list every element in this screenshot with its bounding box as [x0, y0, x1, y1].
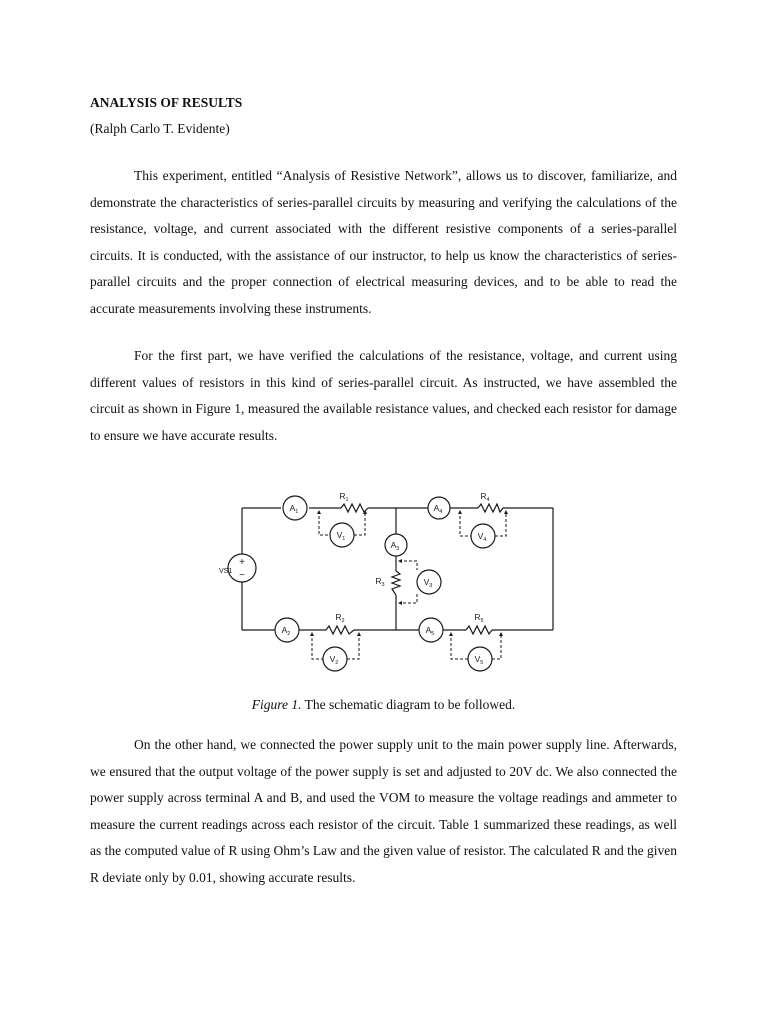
document-author: (Ralph Carlo T. Evidente) [90, 121, 230, 136]
ammeter-a1-label: $A_1$ [289, 503, 299, 515]
source-label: VS1 [219, 568, 233, 575]
resistor-r4 [478, 504, 503, 512]
document-body [90, 92, 677, 449]
ammeter-a3-label: $A_3$ [390, 540, 400, 552]
voltmeter-v3-label: $V_3$ [423, 577, 433, 589]
paragraph-introduction: This experiment, entitled “Analysis of Resistive Network”, allows us to discover, familiarize, and demonstrate the characteristics of series-parallel circuits by measuring and verifying the calculations of the resistance, voltage, and current associated with the different resistive components of a series-parallel circuits. It is conducted, with the assistance of our instructor, to help us know the characteristics of series-parallel circuits and the proper connection of electrical measuring devices, and to be able to read the accurate measurements involving these instruments. [90, 168, 677, 316]
figure-caption-label: Figure 1. [251, 697, 302, 712]
resistor-r4-label: $R_4$ [480, 491, 490, 503]
resistor-r3 [392, 571, 400, 595]
document-title: ANALYSIS OF RESULTS [90, 95, 243, 110]
figure-caption-text: The schematic diagram to be followed. [301, 697, 516, 712]
paragraph-power-supply: On the other hand, we connected the power supply unit to the main power supply line. Afterwards, we ensured that the output voltage of the power supply is set and adjusted to 20V dc. We also connected the power supply across terminal A and B, and used the VOM to measure the voltage readings and ammeter to measure the current readings across each resistor of the circuit. Table 1 summarized these readings, as well as the computed value of R using Ohm’s Law and the given value of resistor. The calculated R and the given R deviate only by 0.01, showing accurate results. [90, 737, 677, 885]
voltmeter-v4-label: $V_4$ [477, 531, 487, 543]
voltmeter-v2-label: $V_2$ [329, 654, 339, 666]
voltmeter-v1-label: $V_1$ [336, 530, 346, 542]
resistor-r5 [466, 626, 492, 634]
svg-text:+: + [239, 557, 245, 568]
resistor-r5-label: $R_5$ [474, 612, 484, 624]
resistor-r1 [341, 504, 368, 512]
circuit-schematic-figure [219, 477, 559, 677]
svg-text:−: − [239, 570, 245, 581]
resistor-r2-label: $R_2$ [335, 612, 345, 624]
voltmeter-v5-label: $V_5$ [474, 654, 484, 666]
ammeter-a5-label: $A_5$ [425, 625, 435, 637]
resistor-r1-label: $R_1$ [339, 491, 349, 503]
ammeter-a4-label: $A_4$ [433, 503, 443, 515]
document-body-continued [90, 732, 677, 891]
resistor-r3-label: $R_3$ [375, 576, 385, 588]
resistor-r2 [326, 626, 354, 634]
ammeter-a2-label: $A_2$ [281, 625, 291, 637]
figure-caption [90, 694, 677, 716]
paragraph-first-part: For the first part, we have verified the calculations of the resistance, voltage, and current using different values of resistors in this kind of series-parallel circuit. As instructed, we have assembled the circuit as shown in Figure 1, measured the available resistance values, and checked each resistor for damage to ensure we have accurate results. [90, 348, 677, 443]
